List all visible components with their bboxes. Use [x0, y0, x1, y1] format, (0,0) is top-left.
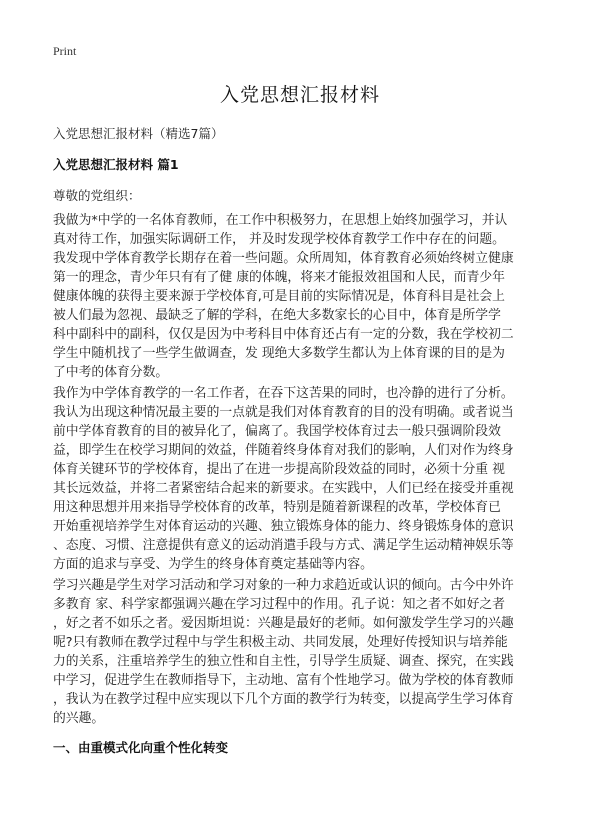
document-title: 入党思想汇报材料 [219, 84, 380, 106]
print-link[interactable]: Print [53, 44, 77, 58]
paragraph-line: 其长远效益，并将二者紧密结合起来的新要求。在实践中，人们已经在接受并重视 [53, 481, 514, 496]
paragraph-line: 我做为*中学的一名体育教师，在工作中积极努力，在思想上始终加强学习，并认 [53, 213, 508, 228]
paragraph-line: 学生中随机找了一些学生做调查，发 现绝大多数学生都认为上体育课的目的是为 [53, 346, 505, 361]
document-subtitle: 入党思想汇报材料（精选7篇） [53, 126, 224, 141]
paragraph-line: 我认为出现这种情况最主要的一点就是我们对体育教育的目的没有明确。或者说当 [53, 405, 514, 420]
paragraph-line: ，好之者不如乐之者。爱因斯坦说：兴趣是最好的老师。如何激发学生学习的兴趣 [53, 616, 514, 631]
paragraph-line: 多教育 家、科学家都强调兴趣在学习过程中的作用。孔子说：知之者不如好之者 [53, 597, 505, 612]
paragraph-line: 力的关系，注重培养学生的独立性和自主性，引导学生质疑、调查、探究，在实践 [53, 654, 514, 669]
greeting: 尊敬的党组织： [53, 188, 141, 203]
paragraph-line: 健康体魄的获得主要来源于学校体育,可是目前的实际情况是，体育科目是社会上 [53, 289, 505, 304]
paragraph-line: 中学习，促进学生在教师指导下，主动地、富有个性地学习。做为学校的体育教师 [53, 673, 514, 688]
paragraph-line: 学习兴趣是学生对学习活动和学习对象的一种力求趋近或认识的倾向。古今中外许 [53, 578, 514, 593]
paragraph-line: 、态度、习惯、注意提供有意义的运动消遣手段与方式、满足学生运动精神娱乐等 [53, 538, 514, 553]
paragraph-line: 的兴趣。 [53, 711, 105, 726]
paragraph-line: 体育关键环节的学校体育，提出了在进一步提高阶段效益的同时，必须十分重 视 [53, 462, 505, 477]
section-heading-2: 一、由重模式化向重个性化转变 [53, 740, 229, 755]
paragraph-line: 第一的理念，青少年只有有了健 康的体魄，将来才能报效祖国和人民，而青少年 [53, 270, 505, 285]
paragraph-line: ，我认为在教学过程中应实现以下几个方面的教学行为转变，以提高学生学习体育 [53, 692, 514, 707]
paragraph-line: 开始重视培养学生对体育运动的兴趣、独立锻炼身体的能力、终身锻炼身体的意识 [53, 519, 514, 534]
paragraph-line: 真对待工作，加强实际调研工作， 并及时发现学校体育教学工作中存在的问题。 [53, 232, 505, 247]
paragraph-3 [53, 576, 547, 728]
paragraph-2 [53, 384, 547, 574]
paragraph-line: 我发现中学体育教学长期存在着一些问题。众所周知，体育教育必须始终树立健康 [53, 251, 514, 266]
paragraph-line: 被人们最为忽视、最缺乏了解的学科，在绝大多数家长的心目中，体育是所学学 [53, 308, 501, 323]
section-heading-1: 入党思想汇报材料 篇1 [53, 157, 179, 172]
paragraph-line: 呢?只有教师在教学过程中与学生积极主动、共同发展，处理好传授知识与培养能 [53, 635, 508, 650]
paragraph-line: 用这种思想并用来指导学校体育的改革，特别是随着新课程的改革，学校体育已 [53, 500, 501, 515]
paragraph-line: 方面的追求与享受、为学生的终身体育奠定基础等内容。 [53, 557, 373, 572]
paragraph-line: 前中学体育教育的目的被异化了，偏离了。我国学校体育过去一般只强调阶段效 [53, 424, 501, 439]
paragraph-line: 我作为中学体育教学的一名工作者，在吞下这苦果的同时，也冷静的进行了分析。 [53, 386, 514, 401]
paragraph-line: 科中副科中的副科，仅仅是因为中考科目中体育还占有一定的分数，我在学校初二 [53, 327, 514, 342]
paragraph-line: 了中考的体育分数。 [53, 365, 169, 380]
paragraph-line: 益，即学生在校学习期间的效益，伴随着终身体育对我们的影响，人们对作为终身 [53, 443, 514, 458]
paragraph-1 [53, 211, 547, 382]
